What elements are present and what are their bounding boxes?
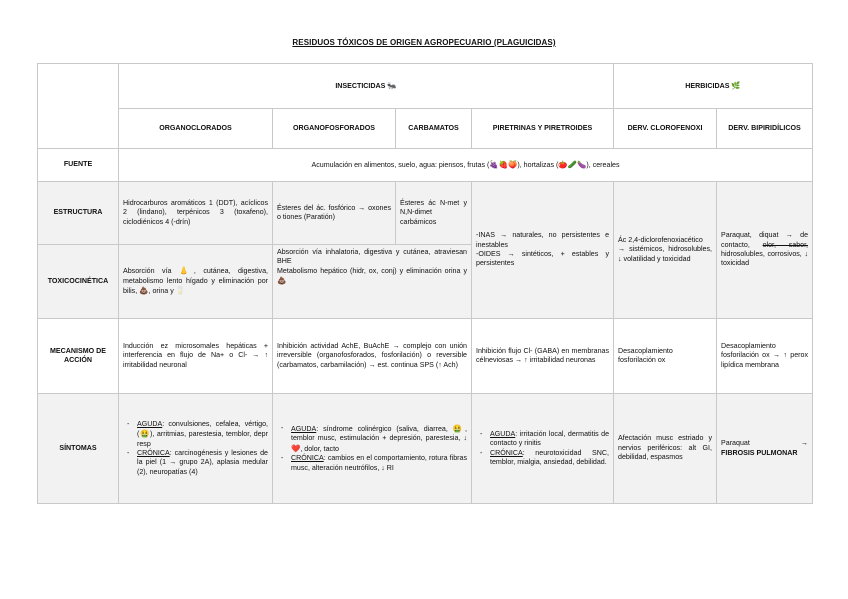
page-title: RESIDUOS TÓXICOS DE ORIGEN AGROPECUARIO (PLAGUICIDAS) (292, 38, 556, 47)
bipiridilicos-strike: olor, sabor, (762, 240, 809, 249)
piretrinas-oides: -OIDES → sintéticos, + estables y persistentes (476, 250, 610, 268)
toxicocinetica-organoclorados (119, 245, 273, 319)
row-fuente: FUENTE (38, 149, 119, 182)
milk-icon: 🥛 (175, 286, 186, 296)
nose-icon: 👃 (179, 266, 194, 276)
col-carbamatos: CARBAMATOS (396, 109, 472, 149)
paraquat-text: Paraquat → (721, 439, 809, 448)
vomit-icon: 🤮 (452, 423, 466, 433)
of-tk-text-b: Metabolismo hepático (hidr, ox, conj) y eliminación orina y (277, 266, 467, 275)
oc-tk-text-b: , cutánea, digestiva, metabolismo lento hígado y eliminación por bilis, (123, 267, 268, 296)
sintomas-bipiridilicos (717, 394, 813, 504)
pir-cronica-item: - CRÓNICA: neurotoxicidad SNC, temblor, mialgia, ansiedad, debilidad. (490, 449, 609, 468)
of-aguda-item: - AGUDA: síndrome colinérgico (saliva, diarrea, 🤮, temblor musc, estimulación + depresión, parestesia, ↓ ❤️, dolor, tacto (291, 424, 467, 454)
oc-tk-text-a: Absorción vía (123, 267, 172, 276)
corner-cell (38, 64, 119, 149)
mecanismo-bipiridilicos: Desacoplamiento fosforilación ox → ↑ perox lipídica membrana (717, 319, 813, 394)
fuente-text-a: Acumulación en alimentos, suelo, agua: piensos, frutas ( (311, 160, 490, 169)
row-mecanismo: MECANISMO DE ACCIÓN (38, 319, 119, 394)
estructura-piretrinas (472, 182, 614, 319)
fuente-cell (119, 149, 813, 182)
col-piretrinas: PIRETRINAS Y PIRETROIDES (472, 109, 614, 149)
heart-icon: ❤️ (291, 443, 301, 453)
of-tk-text-a: Absorción vía inhalatoria, digestiva y cutánea, atraviesan BHE (277, 248, 467, 266)
estructura-organoclorados: Hidrocarburos aromáticos 1 (DDT), acíclicos 2 (lindano), terpénicos 3 (toxafeno), ciclodiénicos 4 (-drín) (119, 182, 273, 245)
vegetable-icons: 🍅🥒🍆 (558, 159, 587, 169)
row-toxicocinetica: TOXICOCINÉTICA (38, 245, 119, 319)
col-clorofenoxi: DERV. CLOROFENOXI (614, 109, 717, 149)
herbicidas-label: HERBICIDAS (685, 81, 730, 90)
sintomas-organofosforados (273, 394, 472, 504)
of-cronica-item: - CRÓNICA: cambios en el comportamiento, rotura fibras musc, alteración neutrófilos, ↓ RI (291, 454, 467, 473)
poop-icon: 💩 (139, 286, 149, 296)
bug-icon: 🐜 (387, 80, 397, 90)
mecanismo-clorofenoxi: Desacoplamiento fosforilación ox (614, 319, 717, 394)
clorofenoxi-props: → sistémicos, hidrosolubles, ↓ volatilidad y toxicidad (618, 245, 713, 263)
fuente-text-b: ), hortalizas ( (517, 160, 559, 169)
estructura-bipiridilicos (717, 182, 813, 319)
estructura-organofosforados: Ésteres del ác. fosfórico → oxones o tiones (Paratión) (273, 182, 396, 245)
toxicocinetica-organofosforados (273, 245, 472, 319)
sintomas-clorofenoxi: Afectación musc estriado y nervios periféricos: alt GI, debilidad, espasmos (614, 394, 717, 504)
mecanismo-organofosforados: Inhibición actividad AchE, BuAchE → complejo con unión irreversible (organofosforados, fosforilación) o reversible (carbamatos, carbamilación) → est. continua SPS (↑ Ach) (273, 319, 472, 394)
row-sintomas: SÍNTOMAS (38, 394, 119, 504)
estructura-carbamatos: Ésteres ác N-met y N,N-dimet carbámicos (396, 182, 472, 245)
estructura-clorofenoxi (614, 182, 717, 319)
bipiridilicos-text-a: Paraquat, diquat → de contacto, (721, 231, 809, 249)
insecticidas-label: INSECTICIDAS (335, 81, 386, 90)
poop-icon: 💩 (277, 276, 287, 286)
sintomas-organoclorados (119, 394, 273, 504)
oc-cronica-item: - CRÓNICA: carcinogénesis y lesiones de la piel (1 → grupo 2A), aplasia medular (2), neuropatías (4) (137, 449, 268, 477)
pir-aguda-item: - AGUDA: irritación local, dermatitis de contacto y rinitis (490, 430, 609, 449)
clorofenoxi-acid: Ác 2,4-diclorofenoxiacético (618, 235, 703, 244)
pesticides-table (37, 63, 813, 504)
leaf-icon: 🌿 (731, 80, 741, 90)
group-herbicidas (614, 64, 813, 109)
oc-aguda-item: - AGUDA: convulsiones, cefalea, vértigo, (🤮), arritmias, parestesia, temblor, depr resp (137, 420, 268, 449)
piretrinas-inas: -INAS → naturales, no persistentes e inestables (476, 231, 610, 249)
fibrosis-text: FIBROSIS PULMONAR (721, 448, 798, 457)
fuente-text-c: ), cereales (586, 160, 620, 169)
col-organofosforados: ORGANOFOSFORADOS (273, 109, 396, 149)
col-organoclorados: ORGANOCLORADOS (119, 109, 273, 149)
bipiridilicos-text-b: hidrosolubles, corrosivos, ↓ toxicidad (721, 250, 809, 268)
mecanismo-piretrinas: Inhibición flujo Cl- (GABA) en membranas célneviosas → ↑ irritabilidad neuronas (472, 319, 614, 394)
oc-tk-text-c: , orina y (148, 287, 174, 296)
col-bipiridilicos: DERV. BIPIRIDÍLICOS (717, 109, 813, 149)
vomit-icon: 🤮 (139, 429, 150, 439)
row-estructura: ESTRUCTURA (38, 182, 119, 245)
mecanismo-organoclorados: Inducción ez microsomales hepáticas + interferencia en flujo de Na+ o Cl- → ↑ irritabilidad neuronal (119, 319, 273, 394)
fruit-icons: 🍇🍓🍑 (489, 159, 518, 169)
group-insecticidas (119, 64, 614, 109)
sintomas-piretrinas (472, 394, 614, 504)
